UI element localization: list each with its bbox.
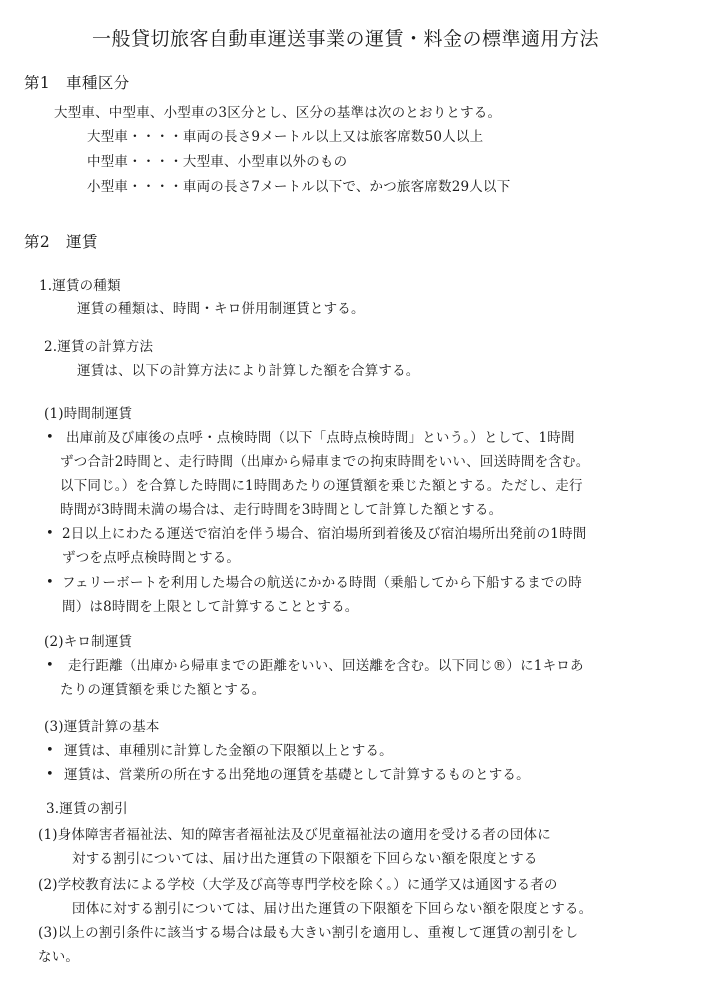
discount-1-line2: 対する割引については、届け出た運賃の下限額を下回らない額を限度とする bbox=[72, 851, 538, 867]
vehicle-class-medium: 中型車・・・・大型車、小型車以外のもの bbox=[87, 154, 348, 170]
discount-heading: 3.運賃の割引 bbox=[46, 801, 128, 817]
section-1-intro: 大型車、中型車、小型車の3区分とし、区分の基準は次のとおりとする。 bbox=[54, 105, 502, 121]
time-fare-b1-line3: 以下同じ。）を合算した時間に1時間あたりの運賃額を乗じた額とする。ただし、走行 bbox=[60, 478, 583, 494]
vehicle-class-small: 小型車・・・・車両の長さ7メートル以下で、かつ旅客席数29人以下 bbox=[87, 179, 511, 195]
time-fare-b1-line1: 出庫前及び庫後の点呼・点検時間（以下「点時点検時間」という。）として、1時間 bbox=[66, 430, 575, 446]
time-fare-b2-line2: ずつを点呼点検時間とする。 bbox=[62, 550, 241, 566]
time-fare-heading: (1)時間制運賃 bbox=[44, 406, 133, 422]
vehicle-class-large: 大型車・・・・車両の長さ9メートル以上又は旅客席数50人以上 bbox=[87, 129, 484, 145]
bullet-icon: • bbox=[46, 767, 54, 782]
bullet-icon: • bbox=[46, 575, 54, 590]
bullet-icon: • bbox=[46, 658, 54, 673]
bullet-icon: • bbox=[46, 743, 54, 758]
km-fare-b1-line1: 走行距離（出庫から帰車までの距離をいい、回送離を含む。以下同じ®）に1キロあ bbox=[68, 658, 584, 674]
discount-3-line1: (3)以上の割引条件に該当する場合は最も大きい割引を適用し、重複して運賃の割引をし bbox=[38, 925, 579, 941]
calc-method-heading: 2.運賃の計算方法 bbox=[44, 339, 154, 355]
page-title: 一般貸切旅客自動車運送事業の運賃・料金の標準適用方法 bbox=[92, 28, 600, 50]
time-fare-b2-line1: 2日以上にわたる運送で宿泊を伴う場合、宿泊場所到着後及び宿泊場所出発前の1時間 bbox=[62, 526, 587, 542]
fare-type-text: 運賃の種類は、時間・キロ併用制運賃とする。 bbox=[77, 301, 365, 317]
bullet-icon: • bbox=[46, 526, 54, 541]
discount-2-line1: (2)学校教育法による学校（大学及び高等専門学校を除く。）に通学又は通図する者の bbox=[38, 877, 558, 893]
calc-method-text: 運賃は、以下の計算方法により計算した額を合算する。 bbox=[77, 363, 420, 379]
km-fare-b1-line2: たりの運賃額を乗じた額とする。 bbox=[60, 682, 266, 698]
discount-1-line1: (1)身体障害者福祉法、知的障害者福祉法及び児童福祉法の適用を受ける者の団体に bbox=[38, 827, 551, 843]
fare-type-heading: 1.運賃の種類 bbox=[39, 278, 121, 294]
time-fare-b3-line2: 間）は8時間を上限として計算することとする。 bbox=[62, 599, 359, 615]
time-fare-b1-line2: ずつ合計2時間と、走行時間（出庫から帰車までの拘束時間をいい、回送時間を含む。 bbox=[60, 454, 590, 470]
bullet-icon: • bbox=[46, 430, 54, 445]
basis-b1: 運賃は、車種別に計算した金額の下限額以上とする。 bbox=[64, 743, 393, 759]
discount-3-line2: ない。 bbox=[38, 949, 80, 965]
time-fare-b3-line1: フェリーボートを利用した場合の航送にかかる時間（乗船してから下船するまでの時 bbox=[62, 575, 582, 591]
section-2-heading: 第2 運賃 bbox=[24, 233, 98, 251]
basis-heading: (3)運賃計算の基本 bbox=[44, 719, 160, 735]
discount-2-line2: 団体に対する割引については、届け出た運賃の下限額を下回らない額を限度とする。 bbox=[72, 901, 593, 917]
km-fare-heading: (2)キロ制運賃 bbox=[44, 634, 133, 650]
basis-b2: 運賃は、営業所の所在する出発地の運賃を基礎として計算するものとする。 bbox=[64, 767, 530, 783]
time-fare-b1-line4: 時間が3時間未満の場合は、走行時間を3時間として計算した額とする。 bbox=[60, 502, 503, 518]
section-1-heading: 第1 車種区分 bbox=[24, 74, 130, 92]
